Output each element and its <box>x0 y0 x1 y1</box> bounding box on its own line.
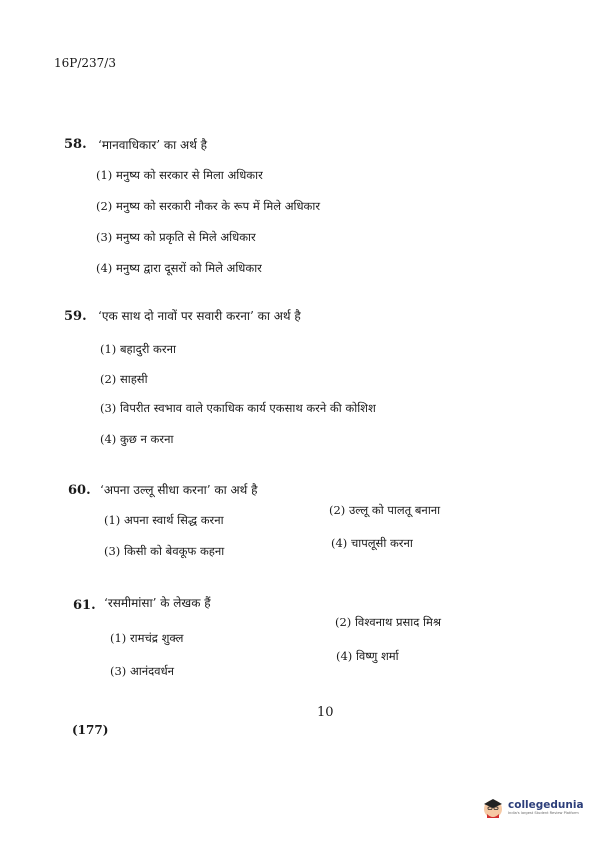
question-60-option-1: (1) अपना स्वार्थ सिद्ध करना <box>104 513 224 527</box>
question-60-option-3: (3) किसी को बेवकूफ कहना <box>104 544 225 558</box>
question-60-number: 60. <box>68 483 91 498</box>
question-58-option-4: (4) मनुष्य द्वारा दूसरों को मिले अधिकार <box>96 261 262 275</box>
question-61-option-1: (1) रामचंद्र शुक्ल <box>110 631 184 645</box>
question-60-text: ‘अपना उल्लू सीधा करना’ का अर्थ है <box>100 483 258 497</box>
paper-code: 16P/237/3 <box>54 56 116 70</box>
question-61-text: ‘रसमीमांसा’ के लेखक हैं <box>104 596 211 610</box>
question-59-option-4: (4) कुछ न करना <box>100 432 174 446</box>
question-58-option-3: (3) मनुष्य को प्रकृति से मिले अधिकार <box>96 230 256 244</box>
question-61-option-4: (4) विष्णु शर्मा <box>336 649 399 663</box>
watermark-name: collegedunia <box>508 799 584 812</box>
question-59-text: ‘एक साथ दो नावों पर सवारी करना’ का अर्थ है <box>98 309 301 323</box>
watermark-tagline: India's largest Student Review Platform <box>508 810 579 815</box>
question-58-option-2: (2) मनुष्य को सरकारी नौकर के रूप में मिले अधिकार <box>96 199 321 213</box>
question-58-text: ‘मानवाधिकार’ का अर्थ है <box>98 138 208 152</box>
question-60-option-4: (4) चापलूसी करना <box>331 536 413 550</box>
question-59-number: 59. <box>64 309 87 324</box>
question-59-option-1: (1) बहादुरी करना <box>100 342 176 356</box>
question-59-option-2: (2) साहसी <box>100 372 148 386</box>
question-61-option-2: (2) विश्वनाथ प्रसाद मिश्र <box>335 615 442 629</box>
question-58-option-1: (1) मनुष्य को सरकार से मिला अधिकार <box>96 168 263 182</box>
question-61-option-3: (3) आनंदवर्धन <box>110 664 175 678</box>
question-58-number: 58. <box>64 137 87 152</box>
question-61-number: 61. <box>73 598 96 613</box>
collegedunia-watermark <box>482 797 584 819</box>
question-60-option-2: (2) उल्लू को पालतू बनाना <box>329 503 441 517</box>
page-number: 10 <box>317 705 334 720</box>
graduate-logo-icon <box>482 797 504 819</box>
question-59-option-3: (3) विपरीत स्वभाव वाले एकाधिक कार्य एकसाथ करने की कोशिश <box>100 401 376 415</box>
footer-code: (177) <box>72 723 109 737</box>
